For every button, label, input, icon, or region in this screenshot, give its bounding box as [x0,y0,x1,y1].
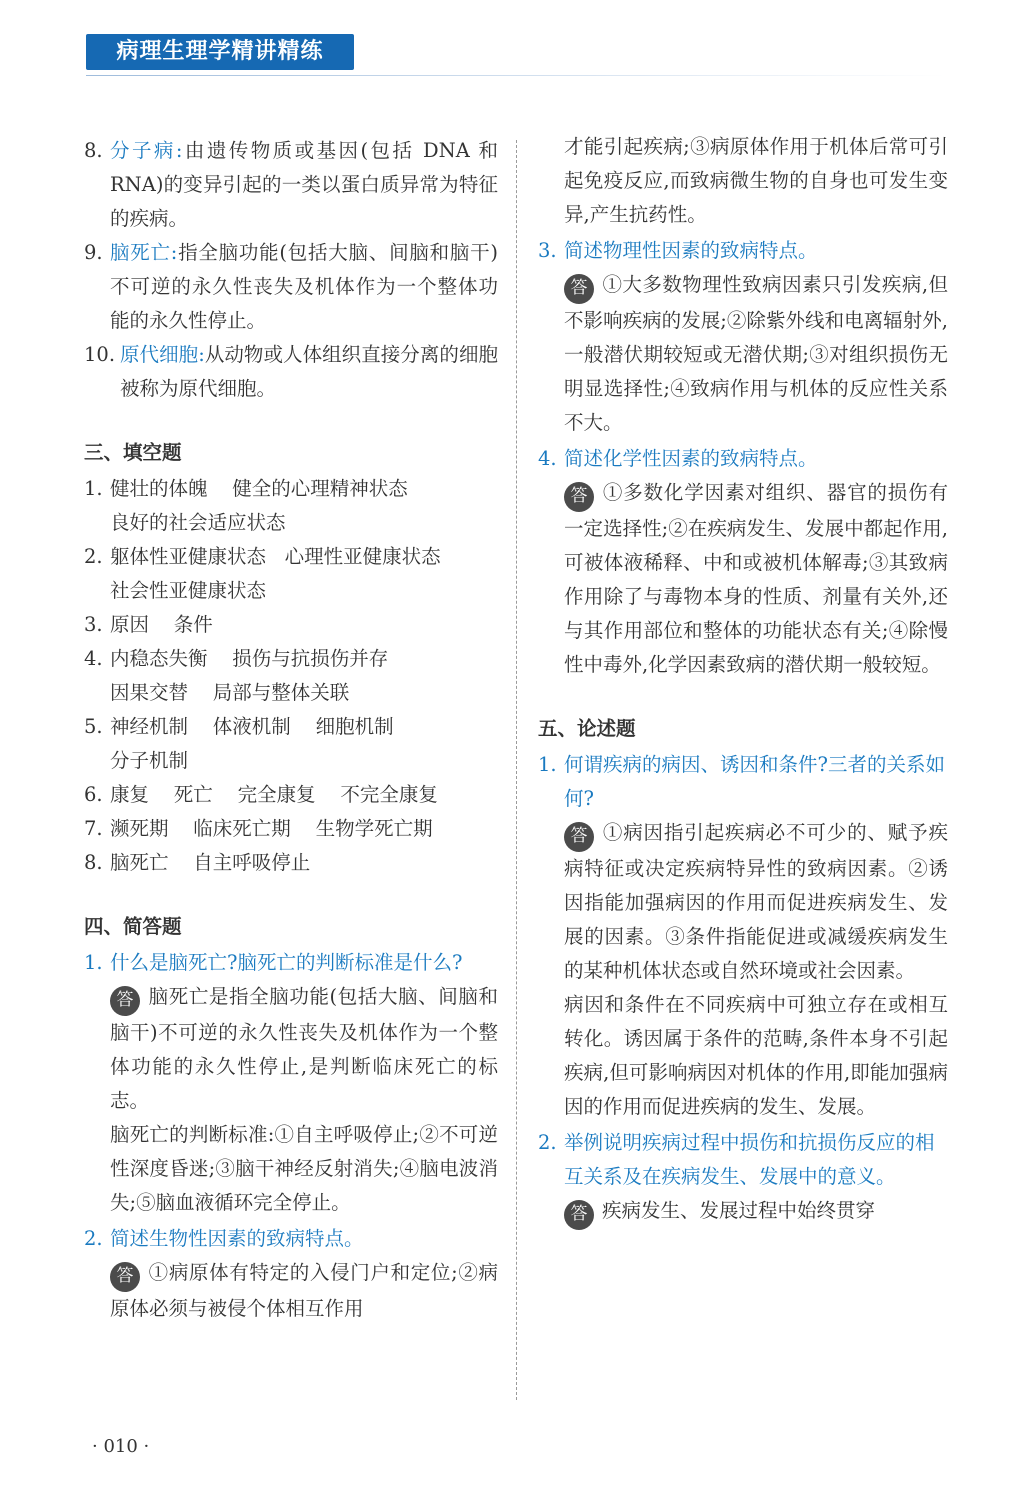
fill-item: 8. 脑死亡 自主呼吸停止 [84,851,311,874]
left-column [84,134,498,1326]
section-title-fill: 三、填空题 [84,441,182,464]
answer-continued: 才能引起疾病;③病原体作用于机体后常可引起免疫反应,而致病微生物的自身也可发生变异,产生抗药性。 [564,135,948,226]
fill-item: 2. 躯体性亚健康状态 心理性亚健康状态 社会性亚健康状态 [84,545,441,602]
answer-badge-icon: 答 [110,986,140,1016]
header-rule [86,75,946,76]
answer-badge-icon: 答 [564,482,594,512]
book-title: 病理生理学精讲精练 [116,39,324,64]
answer-continued: 脑死亡的判断标准:①自主呼吸停止;②不可逆性深度昏迷;③脑干神经反射消失;④脑电波消失;⑤脑血液循环完全停止。 [110,1123,498,1214]
answer-badge-icon: 答 [564,1200,594,1230]
question: 1. 什么是脑死亡?脑死亡的判断标准是什么? [84,951,463,974]
definition-term: 脑死亡 [110,241,171,264]
question: 2. 简述生物性因素的致病特点。 [84,1227,364,1250]
page-number: · 010 · [92,1436,150,1457]
answer-continued: 病因和条件在不同疾病中可独立存在或相互转化。诱因属于条件的范畴,条件本身不引起疾病,但可影响病因对机体的作用,即能加强病因的作用而促进疾病的发生、发展。 [564,993,948,1118]
definition-text: 从动物或人体组织直接分离的细胞被称为原代细胞。 [120,343,498,400]
definition-term: 原代细胞 [120,343,199,366]
question: 4. 简述化学性因素的致病特点。 [538,447,818,470]
definition-item: 8. 分子病:由遗传物质或基因(包括 DNA 和 RNA)的变异引起的一类以蛋白质异常为特征的疾病。 [84,139,498,230]
question: 2. 举例说明疾病过程中损伤和抗损伤反应的相互关系及在疾病发生、发展中的意义。 [538,1131,935,1188]
definition-text: 由遗传物质或基因(包括 DNA 和 RNA)的变异引起的一类以蛋白质异常为特征的疾病。 [110,139,498,230]
fill-item: 4. 内稳态失衡 损伤与抗损伤并存 因果交替 局部与整体关联 [84,647,389,704]
definition-term: 分子病 [110,139,176,162]
definition-item: 10. 原代细胞:从动物或人体组织直接分离的细胞被称为原代细胞。 [84,343,498,400]
section-title-essay: 五、论述题 [538,717,636,740]
answer: 答 脑死亡是指全脑功能(包括大脑、间脑和脑干)不可逆的永久性丧失及机体作为一个整体功能的永久性停止,是判断临床死亡的标志。 [110,985,498,1112]
fill-item: 1. 健壮的体魄 健全的心理精神状态 良好的社会适应状态 [84,477,408,534]
answer: 答 疾病发生、发展过程中始终贯穿 [538,1194,948,1230]
question: 1. 何谓疾病的病因、诱因和条件?三者的关系如何? [538,753,945,810]
fill-item: 5. 神经机制 体液机制 细胞机制 分子机制 [84,715,394,772]
answer-badge-icon: 答 [110,1262,140,1292]
column-divider [516,140,517,1400]
section-title-short-answer: 四、简答题 [84,915,182,938]
fill-item: 3. 原因 条件 [84,613,213,636]
answer: 答 ①多数化学因素对组织、器官的损伤有一定选择性;②在疾病发生、发展中都起作用,可被体液稀释、中和或被机体解毒;③其致病作用除了与毒物本身的性质、剂量有关外,还与其作用部位和整体的功能状态有关;④除慢性中毒外,化学因素致病的潜伏期一般较短。 [564,481,948,676]
right-column [538,130,948,1230]
answer: 答 ①病原体有特定的入侵门户和定位;②病原体必须与被侵个体相互作用 [110,1261,498,1320]
answer: 答 ①病因指引起疾病必不可少的、赋予疾病特征或决定疾病特异性的致病因素。②诱因指能加强病因的作用而促进疾病发生、发展的因素。③条件指能促进或减缓疾病发生的某种机体状态或自然环境或社会因素。 [564,821,948,982]
definition-text: 指全脑功能(包括大脑、间脑和脑干)不可逆的永久性丧失及机体作为一个整体功能的永久性停止。 [110,241,498,332]
fill-item: 7. 濒死期 临床死亡期 生物学死亡期 [84,817,433,840]
fill-item: 6. 康复 死亡 完全康复 不完全康复 [84,783,438,806]
definition-item: 9. 脑死亡:指全脑功能(包括大脑、间脑和脑干)不可逆的永久性丧失及机体作为一个整体功能的永久性停止。 [84,241,498,332]
answer: 答 ①大多数物理性致病因素只引发疾病,但不影响疾病的发展;②除紫外线和电离辐射外,一般潜伏期较短或无潜伏期;③对组织损伤无明显选择性;④致病作用与机体的反应性关系不大。 [564,273,948,434]
answer-badge-icon: 答 [564,822,594,852]
question: 3. 简述物理性因素的致病特点。 [538,239,818,262]
answer-badge-icon: 答 [564,274,594,304]
header-band [86,34,358,74]
